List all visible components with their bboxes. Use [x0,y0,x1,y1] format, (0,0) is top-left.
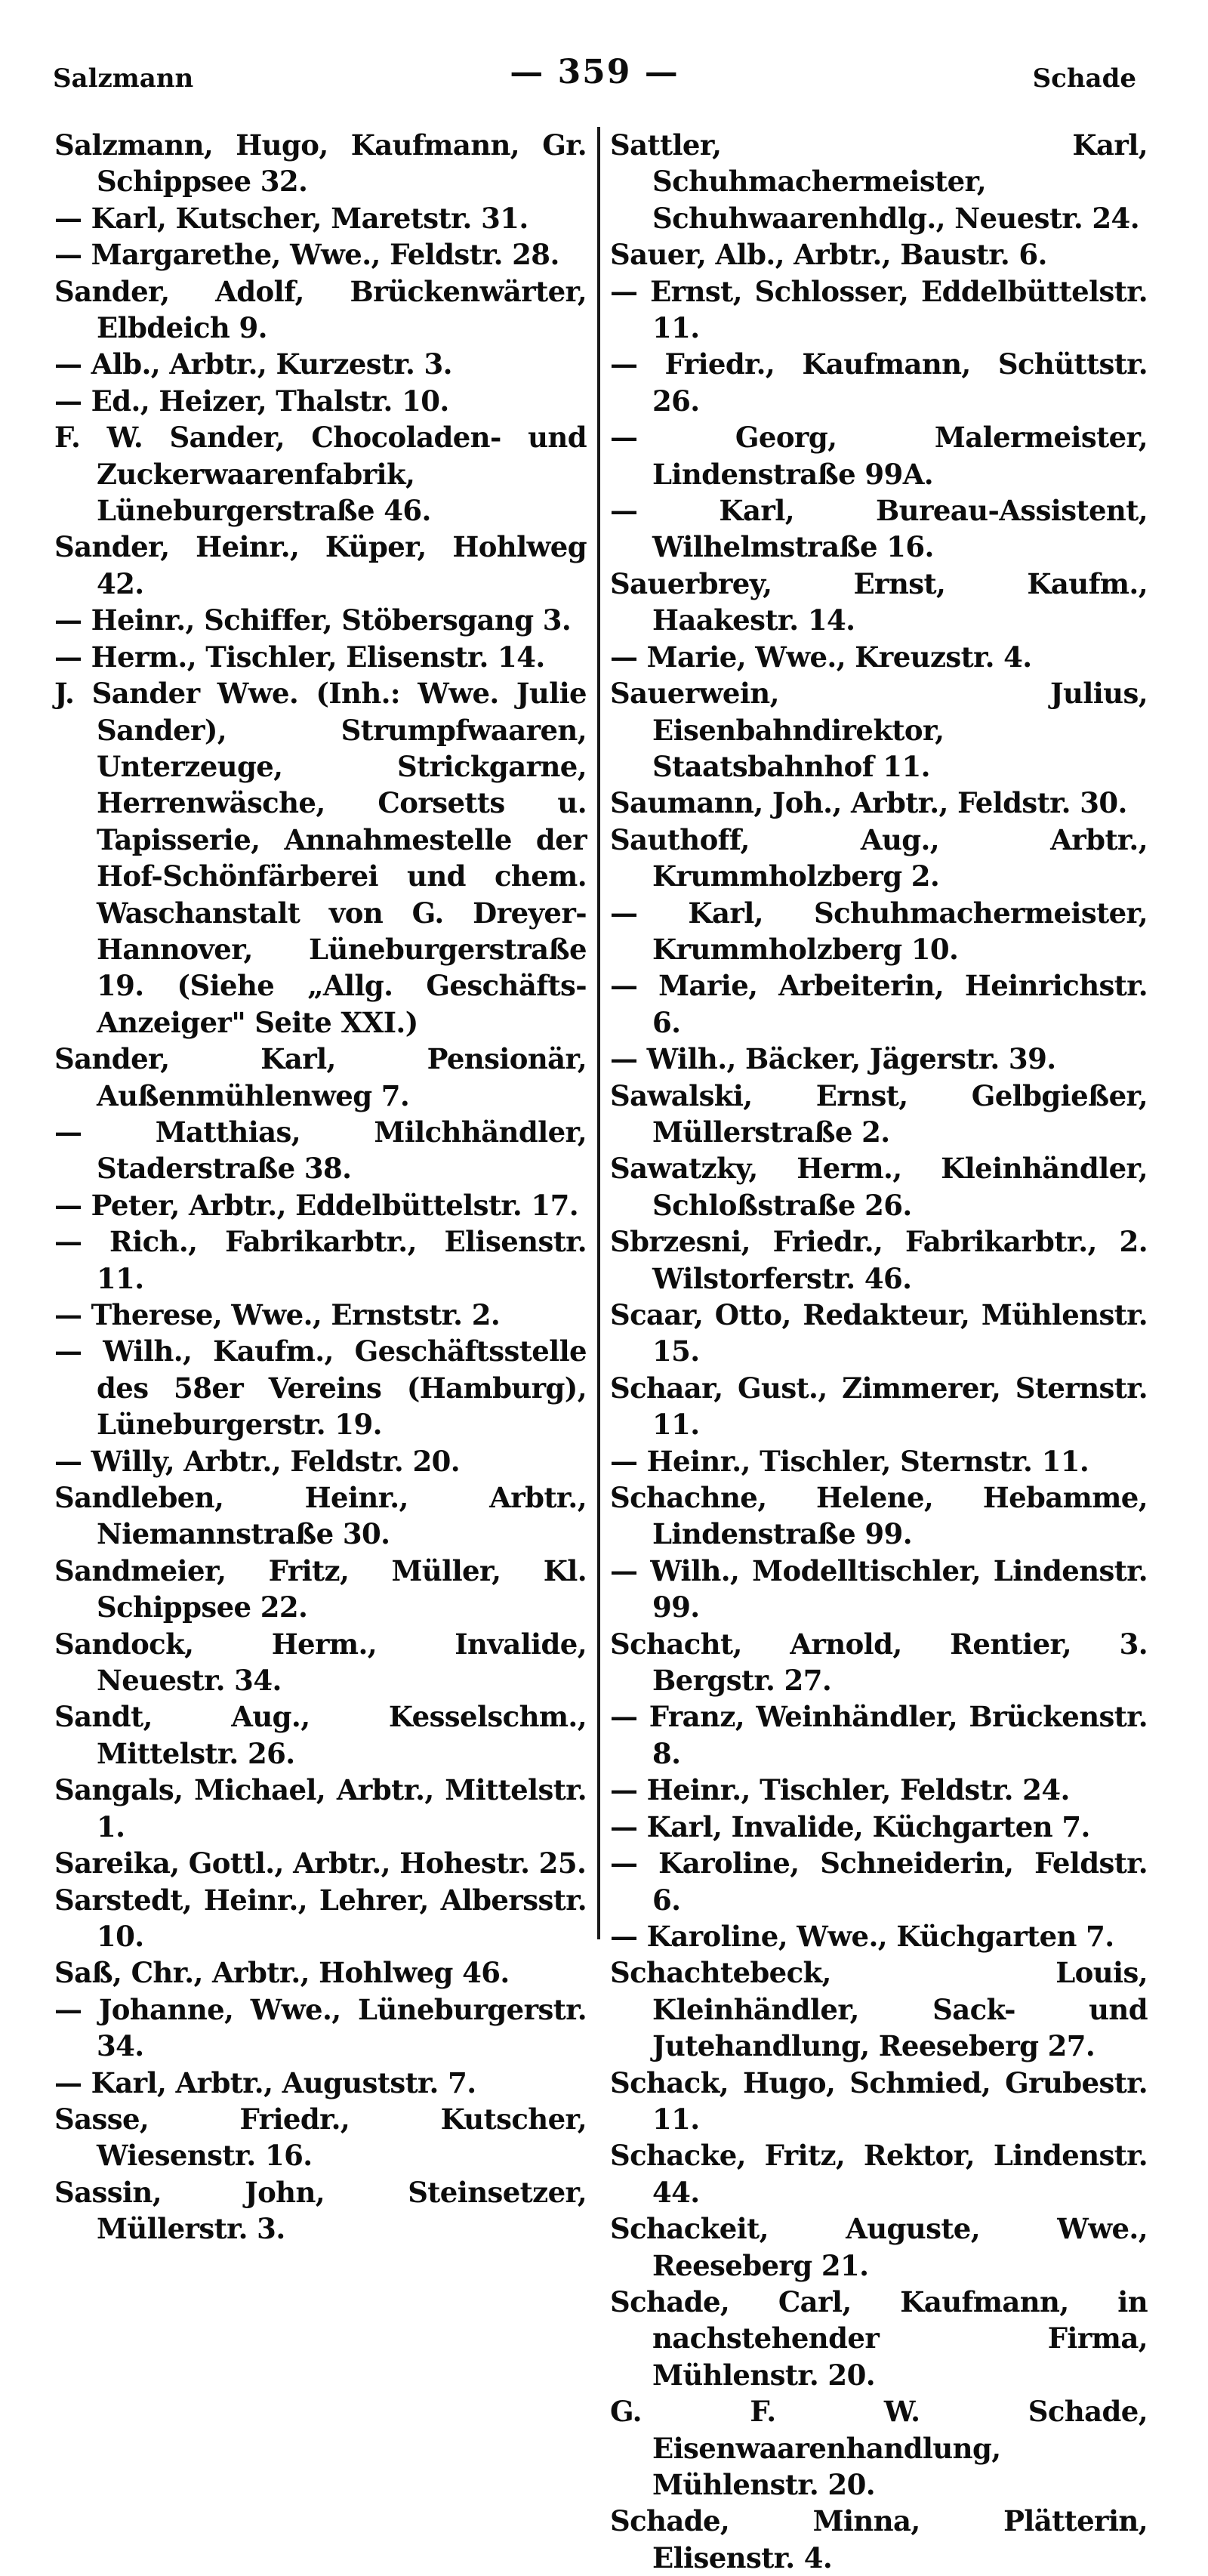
directory-entry: Sandock, Herm., Invalide, Neuestr. 34. [54,1627,587,1698]
column-divider [597,127,600,1939]
directory-entry: Sauthoff, Aug., Arbtr., Krummholzberg 2. [610,822,1148,893]
directory-entry: Salzmann, Hugo, Kaufmann, Gr. Schippsee 32. [54,128,587,199]
directory-entry: Sandt, Aug., Kesselschm., Mittelstr. 26. [54,1700,587,1770]
directory-entry: Schaar, Gust., Zimmerer, Sternstr. 11. [610,1371,1148,1442]
directory-entry: — Herm., Tischler, Elisenstr. 14. [54,640,545,674]
directory-entry: — Marie, Wwe., Kreuzstr. 4. [610,640,1032,674]
directory-entry: Schade, Carl, Kaufmann, in nachstehender Firma, Mühlenstr. 20. [610,2284,1148,2392]
directory-entry: — Heinr., Tischler, Sternstr. 11. [610,1444,1089,1478]
directory-entry: — Ed., Heizer, Thalstr. 10. [54,384,449,418]
directory-entry: — Friedr., Kaufmann, Schüttstr. 26. [610,347,1148,418]
directory-entry: Schacht, Arnold, Rentier, 3. Bergstr. 27. [610,1627,1148,1698]
directory-entry: Sander, Adolf, Brückenwärter, Elbdeich 9. [54,274,587,345]
page-number: — 359 — [510,53,680,91]
directory-entry: — Ernst, Schlosser, Eddelbüttelstr. 11. [610,274,1148,345]
directory-entry: Sauer, Alb., Arbtr., Baustr. 6. [610,238,1047,272]
directory-entry: Schackeit, Auguste, Wwe., Reeseberg 21. [610,2212,1148,2282]
directory-entry: Sander, Karl, Pensionär, Außenmühlenweg 7. [54,1042,587,1112]
directory-entry: Saumann, Joh., Arbtr., Feldstr. 30. [610,786,1127,820]
directory-entry: — Karoline, Schneiderin, Feldstr. 6. [610,1846,1148,1917]
directory-entry: J. Sander Wwe. (Inh.: Wwe. Julie Sander), Strumpfwaaren, Unterzeuge, Strickgarne, Herrenwäsche, Corsetts u. Tapisserie, Annahmestelle der Hof-Schönfärberei und chem. Waschanstalt von G. Dreyer-Hannover, Lüneburgerstraße 19. (Siehe „Allg. Geschäfts-Anzeiger" Seite XXI.) [54,677,587,1039]
header-left-keyword: Salzmann [53,63,194,94]
directory-entry: — Johanne, Wwe., Lüneburgerstr. 34. [54,1992,587,2063]
header-right-keyword: Schade [1032,63,1136,94]
directory-entry: — Marie, Arbeiterin, Heinrichstr. 6. [610,969,1148,1039]
directory-entry: Sawatzky, Herm., Kleinhändler, Schloßstraße 26. [610,1152,1148,1222]
left-column [54,127,587,2247]
directory-entry: — Matthias, Milchhändler, Staderstraße 38. [54,1115,587,1186]
page-header [53,53,1136,106]
directory-entry: — Karl, Arbtr., Auguststr. 7. [54,2065,476,2099]
directory-entry: Sangals, Michael, Arbtr., Mittelstr. 1. [54,1773,587,1843]
directory-entry: — Willy, Arbtr., Feldstr. 20. [54,1444,461,1478]
directory-entry: — Wilh., Modelltischler, Lindenstr. 99. [610,1553,1148,1624]
directory-entry: Sauerwein, Julius, Eisenbahndirektor, Staatsbahnhof 11. [610,677,1148,783]
directory-entry: F. W. Sander, Chocoladen- und Zuckerwaarenfabrik, Lüneburgerstraße 46. [54,421,587,528]
directory-entry: — Karl, Invalide, Küchgarten 7. [610,1809,1090,1843]
directory-entry: Schack, Hugo, Schmied, Grubestr. 11. [610,2065,1148,2136]
directory-entry: Saß, Chr., Arbtr., Hohlweg 46. [54,1956,510,1990]
directory-entry: — Margarethe, Wwe., Feldstr. 28. [54,238,559,272]
directory-entry: — Franz, Weinhändler, Brückenstr. 8. [610,1700,1148,1770]
directory-entry: G. F. W. Schade, Eisenwaarenhandlung, Mühlenstr. 20. [610,2395,1148,2501]
directory-entry: — Wilh., Bäcker, Jägerstr. 39. [610,1042,1056,1076]
directory-entry: — Wilh., Kaufm., Geschäftsstelle des 58er Vereins (Hamburg), Lüneburgerstr. 19. [54,1334,587,1442]
directory-entry: Schacke, Fritz, Rektor, Lindenstr. 44. [610,2139,1148,2209]
directory-entry: Schachne, Helene, Hebamme, Lindenstraße 99. [610,1481,1148,1551]
directory-entry: — Karoline, Wwe., Küchgarten 7. [610,1919,1114,1953]
directory-entry: Sandmeier, Fritz, Müller, Kl. Schippsee 22. [54,1553,587,1624]
directory-entry: — Rich., Fabrikarbtr., Elisenstr. 11. [54,1225,587,1295]
directory-entry: — Georg, Malermeister, Lindenstraße 99A. [610,421,1148,491]
directory-entry: Sareika, Gottl., Arbtr., Hohestr. 25. [54,1846,587,1880]
directory-entry: — Alb., Arbtr., Kurzestr. 3. [54,347,452,381]
directory-entry: — Therese, Wwe., Ernststr. 2. [54,1298,501,1331]
directory-entry: Sbrzesni, Friedr., Fabrikarbtr., 2. Wilstorferstr. 46. [610,1225,1148,1295]
directory-entry: — Heinr., Schiffer, Stöbersgang 3. [54,603,572,637]
directory-entry: — Peter, Arbtr., Eddelbüttelstr. 17. [54,1188,578,1222]
directory-entry: — Karl, Bureau-Assistent, Wilhelmstraße 16. [610,494,1148,564]
directory-entry: Sasse, Friedr., Kutscher, Wiesenstr. 16. [54,2102,587,2173]
directory-entry: Sandleben, Heinr., Arbtr., Niemannstraße 30. [54,1481,587,1551]
directory-entry: Sauerbrey, Ernst, Kaufm., Haakestr. 14. [610,566,1148,637]
directory-entry: — Karl, Schuhmachermeister, Krummholzberg 10. [610,896,1148,966]
directory-entry: Sander, Heinr., Küper, Hohlweg 42. [54,530,587,600]
directory-entry: Schade, Minna, Plätterin, Elisenstr. 4. [610,2504,1148,2574]
directory-entry: — Heinr., Tischler, Feldstr. 24. [610,1773,1070,1807]
directory-entry: Scaar, Otto, Redakteur, Mühlenstr. 15. [610,1298,1148,1368]
directory-entry: Sawalski, Ernst, Gelbgießer, Müllerstraße 2. [610,1078,1148,1149]
directory-entry: Sassin, John, Steinsetzer, Müllerstr. 3. [54,2175,587,2246]
directory-entry: Sarstedt, Heinr., Lehrer, Albersstr. 10. [54,1883,587,1953]
right-column [610,127,1148,2576]
directory-entry: — Karl, Kutscher, Maretstr. 31. [54,201,528,235]
directory-entry: Schachtebeck, Louis, Kleinhändler, Sack- und Jutehandlung, Reeseberg 27. [610,1956,1148,2063]
directory-entry: Sattler, Karl, Schuhmachermeister, Schuhwaarenhdlg., Neuestr. 24. [610,128,1148,235]
